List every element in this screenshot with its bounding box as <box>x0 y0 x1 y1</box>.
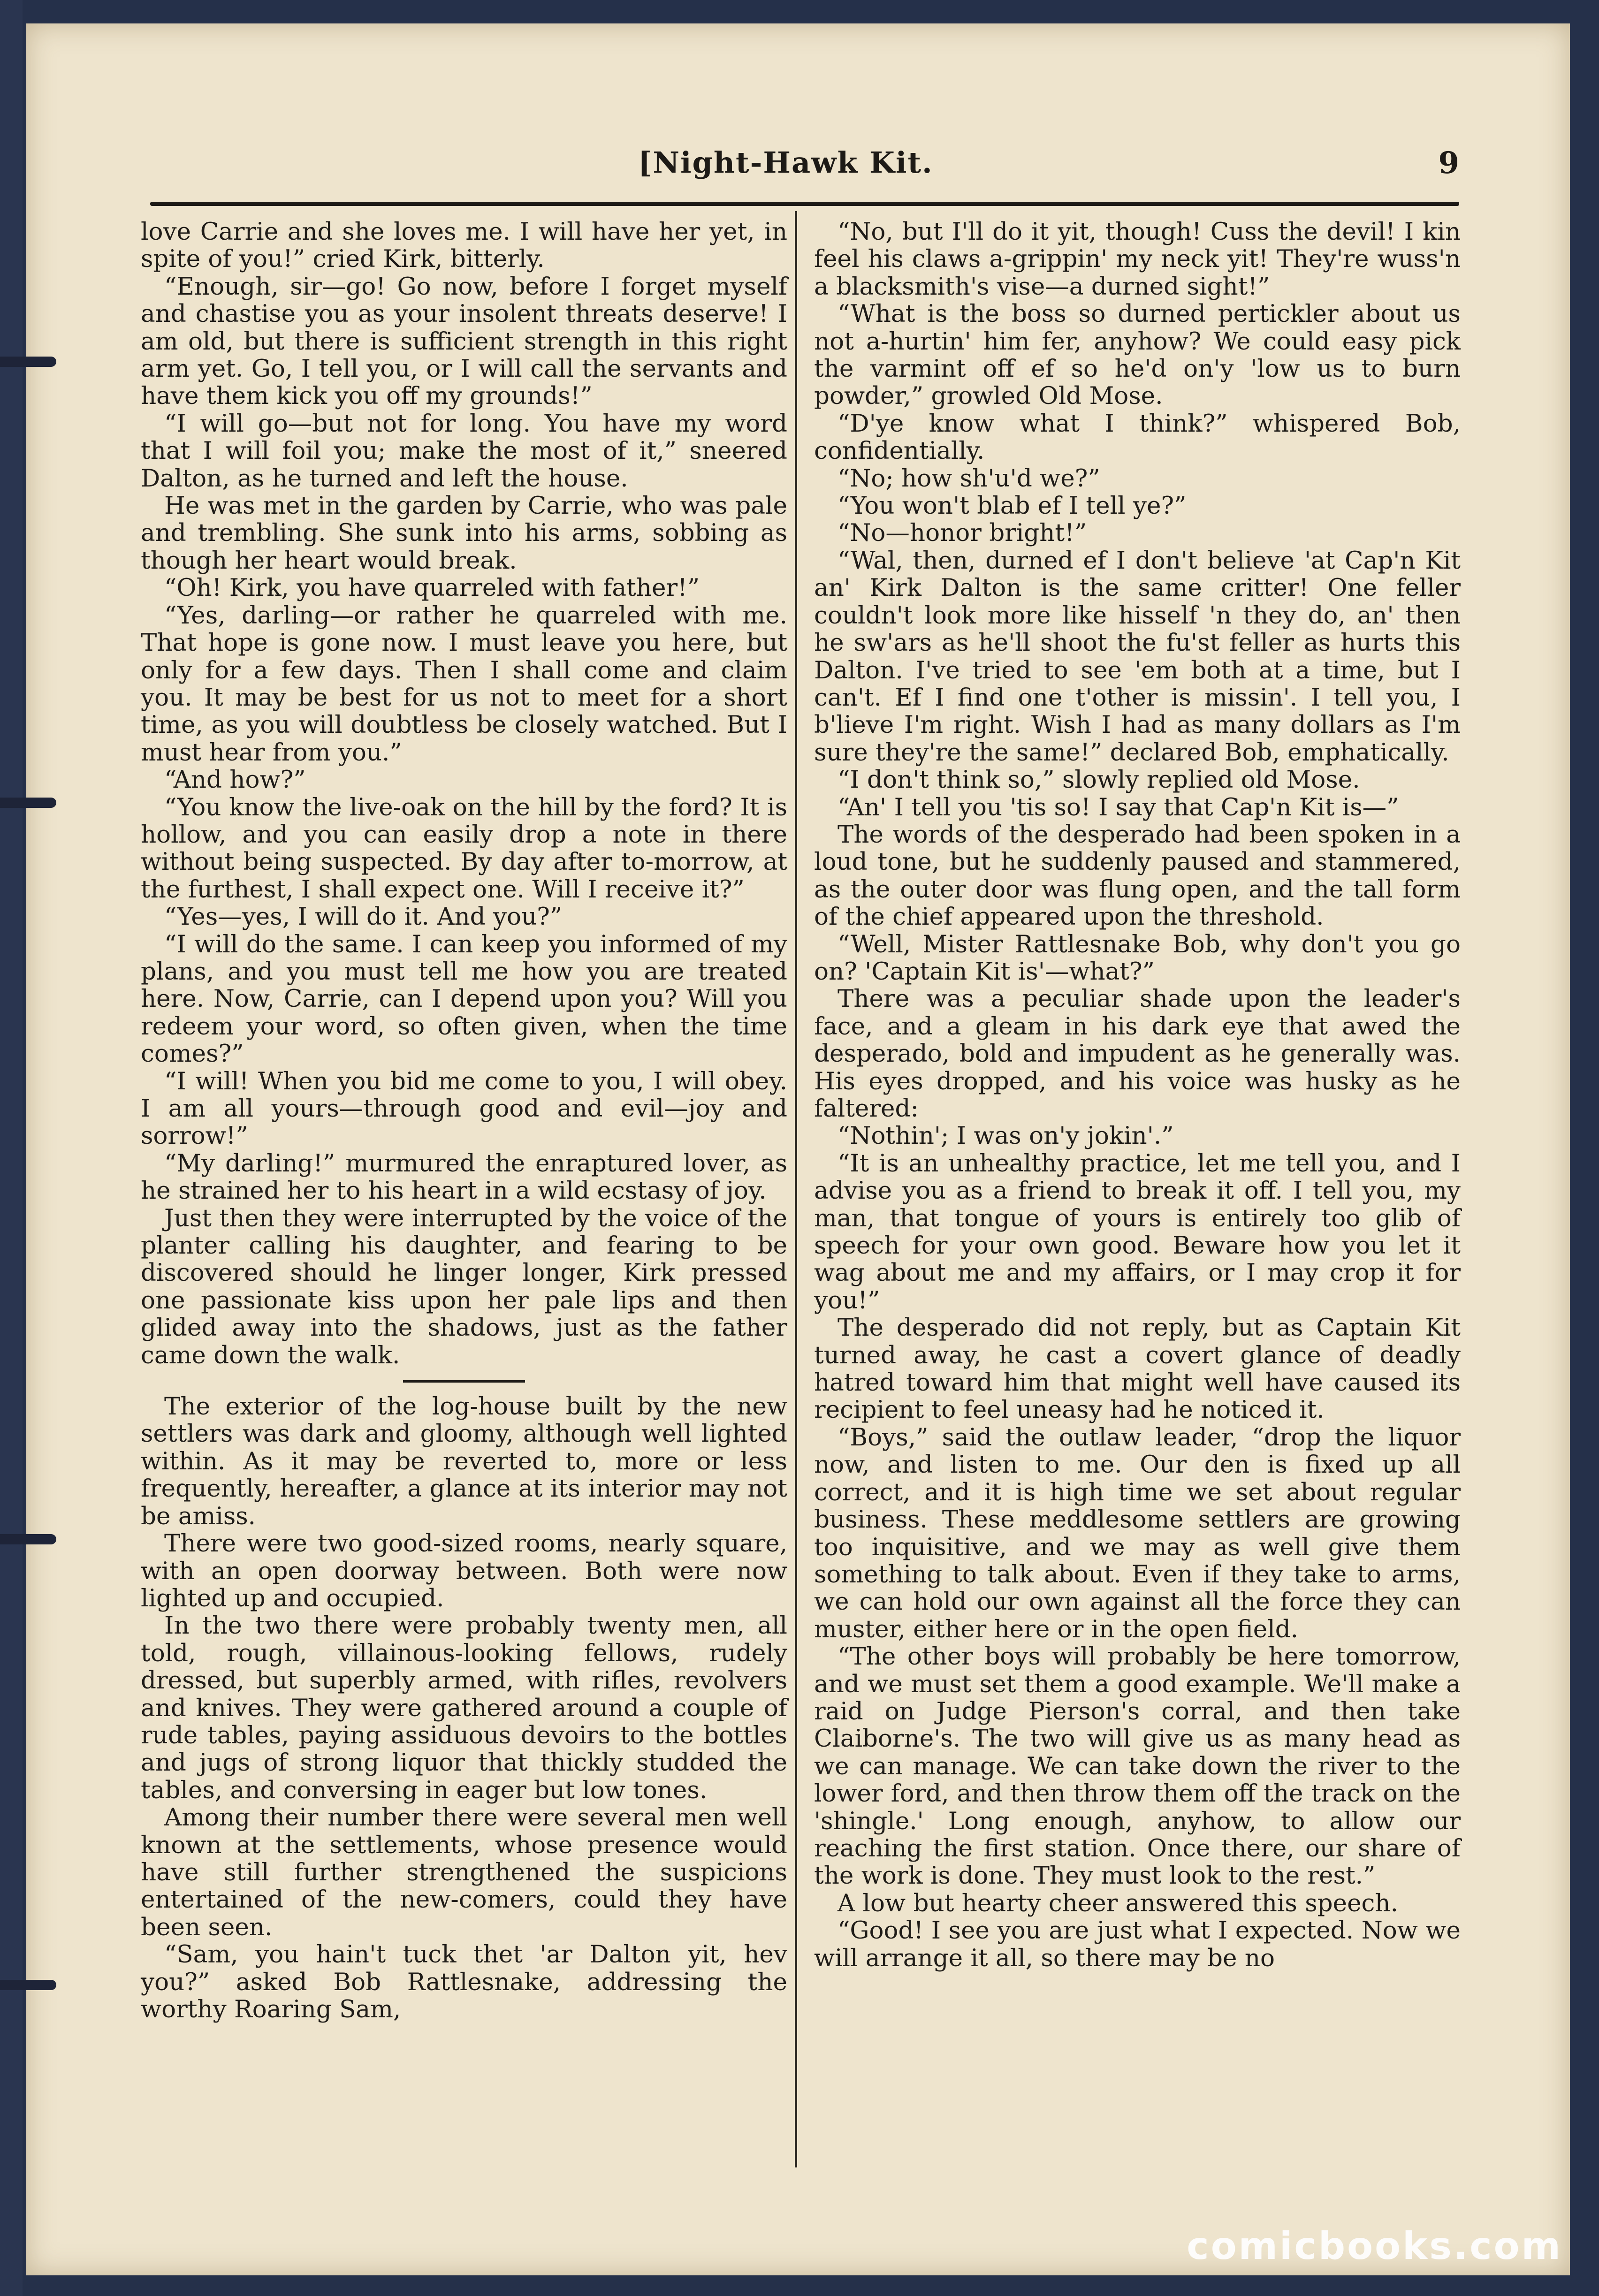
paragraph: “Boys,” said the outlaw leader, “drop the liquor now, and listen to me. Our den is fixed up all correct, and it is high time we set about regular business. These meddlesome settlers are growing too inquisitive, and we may as well give them something to talk about. Even if they take to arms, we can hold our own against all the force they can muster, either here or in the open field. <box>814 1423 1461 1643</box>
paragraph: There was a peculiar shade upon the leader's face, and a gleam in his dark eye that awed the desperado, bold and impudent as he generally was. His eyes dropped, and his voice was husky as he faltered: <box>814 985 1461 1123</box>
binding-stitch <box>0 798 56 808</box>
paragraph: love Carrie and she loves me. I will have her yet, in spite of you!” cried Kirk, bitterly. <box>141 218 787 274</box>
paragraph: “No, but I'll do it yit, though! Cuss the devil! I kin feel his claws a-grippin' my neck yit! They're wuss'n a blacksmith's vise—a durned sight!” <box>814 218 1461 301</box>
paragraph: “D'ye know what I think?” whispered Bob, confidentially. <box>814 409 1461 465</box>
paragraph: The desperado did not reply, but as Captain Kit turned away, he cast a covert glance of deadly hatred toward him that might well have caused its recipient to feel uneasy had he noticed it. <box>814 1314 1461 1424</box>
right-column <box>814 218 1461 1972</box>
paragraph: There were two good-sized rooms, nearly square, with an open doorway between. Both were now lighted up and occupied. <box>141 1529 787 1612</box>
paragraph: He was met in the garden by Carrie, who was pale and trembling. She sunk into his arms, sobbing as though her heart would break. <box>141 492 787 575</box>
paragraph: Just then they were interrupted by the voice of the planter calling his daughter, and fearing to be discovered should he linger longer, Kirk pressed one passionate kiss upon her pale lips and then glided away into the shadows, just as the father came down the walk. <box>141 1204 787 1369</box>
paragraph: The words of the desperado had been spoken in a loud tone, but he suddenly paused and stammered, as the outer door was flung open, and the tall form of the chief appeared upon the threshold. <box>814 820 1461 931</box>
paragraph: “I will! When you bid me come to you, I will obey. I am all yours—through good and evil—joy and sorrow!” <box>141 1067 787 1150</box>
paragraph: The exterior of the log-house built by the new settlers was dark and gloomy, although well lighted within. As it may be reverted to, more or less frequently, hereafter, a glance at its interior may not be amiss. <box>141 1392 787 1530</box>
paragraph: “Well, Mister Rattlesnake Bob, why don't you go on? 'Captain Kit is'—what?” <box>814 930 1461 986</box>
paragraph: “An' I tell you 'tis so! I say that Cap'n Kit is—” <box>838 793 1399 821</box>
paragraph: “Yes, darling—or rather he quarreled with me. That hope is gone now. I must leave you here, but only for a few days. Then I shall come and claim you. It may be best for us not to meet for a short time, as you will doubtless be closely watched. But I must hear from you.” <box>141 601 787 767</box>
paragraph: “Sam, you hain't tuck thet 'ar Dalton yit, hev you?” asked Bob Rattlesnake, addressing the worthy Roaring Sam, <box>141 1940 787 2023</box>
paragraph: “No; how sh'u'd we?” <box>838 464 1100 493</box>
binding-stitch <box>0 357 56 367</box>
section-break-rule <box>403 1380 525 1383</box>
paragraph: “Good! I see you are just what I expected. Now we will arrange it all, so there may be no <box>814 1916 1461 1972</box>
paragraph: “No—honor bright!” <box>838 519 1087 547</box>
watermark: comicbooks.com <box>1187 2224 1562 2268</box>
paragraph: “Enough, sir—go! Go now, before I forget myself and chastise you as your insolent threats deserve! I am old, but there is sufficient strength in this right arm yet. Go, I tell you, or I will call the servants and have them kick you off my grounds!” <box>141 272 787 411</box>
paragraph: “You won't blab ef I tell ye?” <box>838 492 1187 520</box>
paragraph: “I don't think so,” slowly replied old Mose. <box>838 766 1360 794</box>
paragraph: Among their number there were several men well known at the settlements, whose presence would have still further strengthened the suspicions entertained of the new-comers, could they have been seen. <box>141 1803 787 1941</box>
left-column <box>141 218 787 2023</box>
header-rule <box>150 202 1459 206</box>
paragraph: “And how?” <box>164 766 306 794</box>
column-divider <box>795 211 797 2167</box>
paragraph: “I will do the same. I can keep you informed of my plans, and you must tell me how you are treated here. Now, Carrie, can I depend upon you? Will you redeem your word, so often given, when the time comes?” <box>141 930 787 1068</box>
running-title: [Night-Hawk Kit. <box>638 145 933 180</box>
paragraph: “Nothin'; I was on'y jokin'.” <box>838 1122 1174 1150</box>
paragraph: “The other boys will probably be here tomorrow, and we must set them a good example. We'll make a raid on Judge Pierson's corral, and then take Claiborne's. The two will give us as many head as we can manage. We can take down the river to the lower ford, and then throw them off the track on the 'shingle.' Long enough, anyhow, to allow our reaching the first station. Once there, our share of the work is done. They must look to the rest.” <box>814 1642 1461 1890</box>
paragraph: “I will go—but not for long. You have my word that I will foil you; make the most of it,” sneered Dalton, as he turned and left the house. <box>141 409 787 493</box>
paragraph: “Oh! Kirk, you have quarreled with father!” <box>164 574 700 602</box>
paragraph: “You know the live-oak on the hill by the ford? It is hollow, and you can easily drop a note in there without being suspected. By day after to-morrow, at the furthest, I shall expect one. Will I receive it?” <box>141 793 787 904</box>
paragraph: “It is an unhealthy practice, let me tell you, and I advise you as a friend to break it off. I tell you, my man, that tongue of yours is entirely too glib of speech for your own good. Beware how you let it wag about me and my affairs, or I may crop it for you!” <box>814 1149 1461 1315</box>
binding-stitch <box>0 1534 56 1544</box>
paragraph: “My darling!” murmured the enraptured lover, as he strained her to his heart in a wild ecstasy of joy. <box>141 1149 787 1205</box>
binding-spine <box>0 0 23 2296</box>
binding-stitch <box>0 1980 56 1990</box>
paragraph: “What is the boss so durned pertickler about us not a-hurtin' him fer, anyhow? We could easy pick the varmint off ef so he'd on'y 'low us to burn powder,” growled Old Mose. <box>814 300 1461 411</box>
paragraph: “Wal, then, durned ef I don't believe 'at Cap'n Kit an' Kirk Dalton is the same critter! One feller couldn't look more like hisself 'n they do, an' then he sw'ars as he'll shoot the fu'st feller as hurts this Dalton. I've tried to see 'em both at a time, but I can't. Ef I find one t'other is missin'. I tell you, I b'lieve I'm right. Wish I had as many dollars as I'm sure they're the same!” declared Bob, emphatically. <box>814 546 1461 767</box>
paragraph: In the two there were probably twenty men, all told, rough, villainous-looking fellows, rudely dressed, but superbly armed, with rifles, revolvers and knives. They were gathered around a couple of rude tables, paying assiduous devoirs to the bottles and jugs of strong liquor that thickly studded the tables, and conversing in eager but low tones. <box>141 1612 787 1804</box>
paragraph: A low but hearty cheer answered this speech. <box>838 1889 1398 1917</box>
paragraph: “Yes—yes, I will do it. And you?” <box>164 903 563 931</box>
running-header <box>141 141 1459 192</box>
page-number: 9 <box>1438 145 1459 181</box>
